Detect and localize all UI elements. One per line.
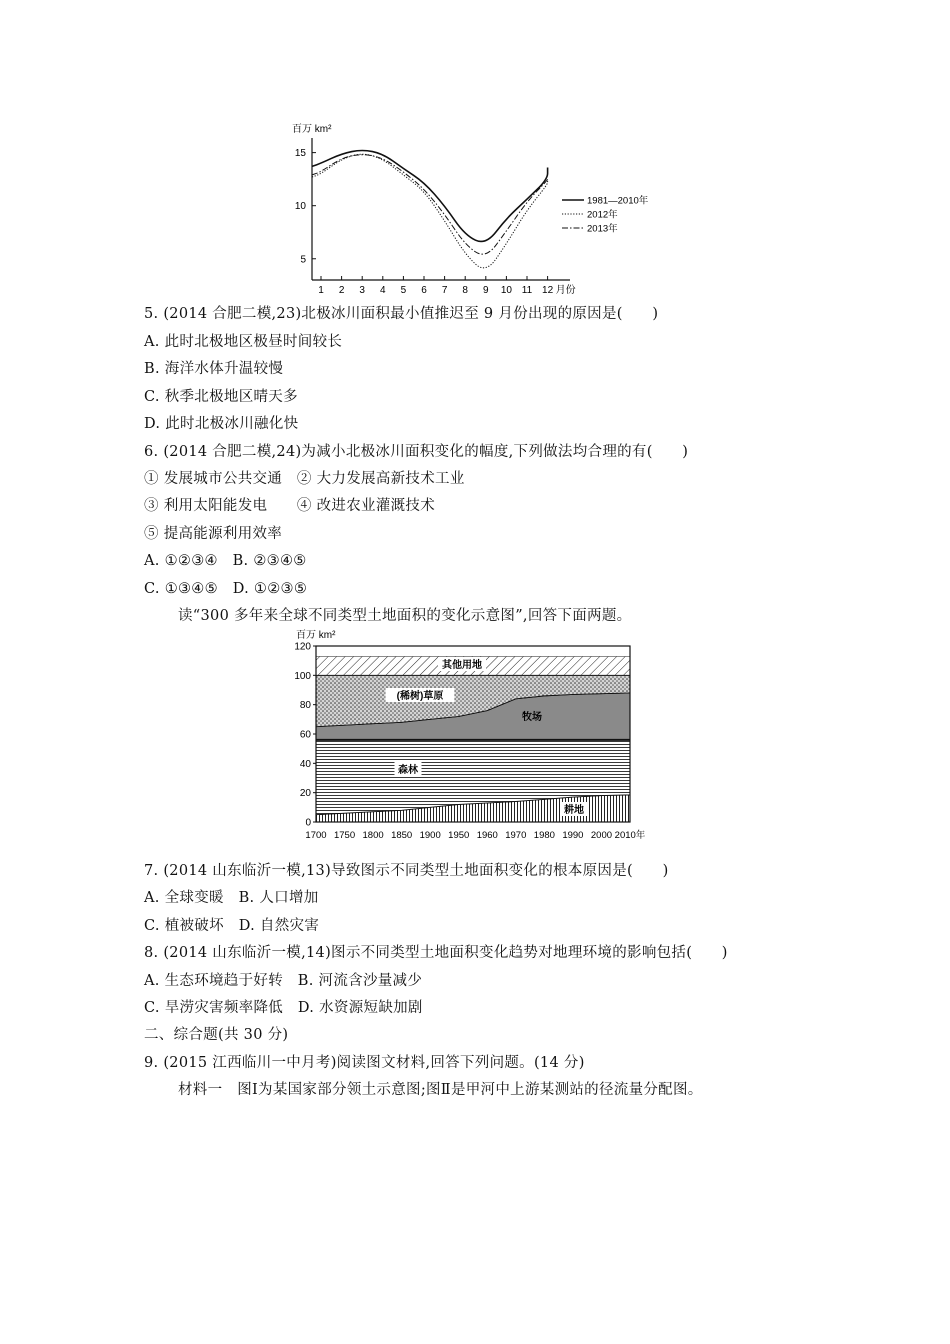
question-5: 5. (2014 合肥二模,23)北极冰川面积最小值推迟至 9 月份出现的原因是( ) [144,306,659,322]
x-tick-label: 1950 [448,830,470,841]
x-tick-label: 1980 [533,830,555,841]
x-tick-label: 1850 [391,830,413,841]
series-line-solid [312,150,548,241]
x-tick-label: 10 [500,285,512,296]
x-tick-label: 12 [542,285,554,296]
x-tick-label: 6 [421,285,427,296]
material-1: 材料一 图Ⅰ为某国家部分领土示意图;图Ⅱ是甲河中上游某测站的径流量分配图。 [178,1082,703,1098]
region-label: 牧场 [522,712,542,723]
x-tick-label: 1 [318,285,324,296]
q8-options-ab: A. 生态环境趋于好转 B. 河流含沙量减少 [144,973,423,989]
q5-option-d: D. 此时北极冰川融化快 [144,416,299,432]
x-tick-label: 2010年 [614,830,646,841]
q8-options-cd: C. 旱涝灾害频率降低 D. 水资源短缺加剧 [144,1000,423,1016]
x-tick-label: 1700 [305,830,327,841]
intro-land-use: 读“300 多年来全球不同类型土地面积的变化示意图”,回答下面两题。 [178,608,632,624]
x-tick-label: 1990 [562,830,584,841]
y-tick-label: 15 [294,148,306,160]
region-label: 其他用地 [442,660,482,671]
y-tick-label: 20 [299,788,311,800]
q6-options-cd: C. ①③④⑤ D. ①②③⑤ [144,581,308,597]
x-tick-label: 1750 [333,830,356,841]
x-tick-label: 2000 [590,830,613,841]
y-tick-label: 100 [294,670,311,682]
q5-option-c: C. 秋季北极地区晴天多 [144,389,298,405]
legend-label: 2013年 [587,223,618,235]
x-tick-label: 1960 [476,830,498,841]
y-tick-label: 0 [305,817,311,829]
x-tick-label: 1970 [505,830,527,841]
y-tick-label: 5 [300,254,306,266]
q7-options-cd: C. 植被破坏 D. 自然灾害 [144,918,320,934]
y-axis-label: 百万 km² [292,124,332,135]
legend-label: 2012年 [587,209,618,221]
q6-options-ab: A. ①②③④ B. ②③④⑤ [144,553,307,569]
q6-items-1-2: ① 发展城市公共交通 ② 大力发展高新技术工业 [144,471,465,487]
y-tick-label: 10 [294,201,306,213]
question-8: 8. (2014 山东临沂一模,14)图示不同类型土地面积变化趋势对地理环境的影响包括( ) [144,945,728,961]
x-tick-label: 7 [441,285,448,296]
y-tick-label: 80 [299,700,311,712]
x-tick-label: 8 [462,285,468,296]
y-axis-label: 百万 km² [296,630,336,641]
q7-options-ab: A. 全球变暖 B. 人口增加 [144,890,319,906]
region-label: (稀树)草原 [396,691,444,702]
question-7: 7. (2014 山东临沂一模,13)导致图示不同类型土地面积变化的根本原因是( ) [144,863,669,879]
region-label: 森林 [398,765,418,776]
x-tick-label: 1900 [419,830,441,841]
series-line-dashdot [312,155,548,254]
x-tick-label: 2 [338,285,345,296]
q5-option-b: B. 海洋水体升温较慢 [144,361,284,377]
series-line-dotted [312,154,548,268]
x-tick-label: 5 [400,285,407,296]
section-2-heading: 二、综合题(共 30 分) [144,1027,289,1043]
arctic-ice-line-chart [280,118,660,296]
x-axis-unit: 月份 [555,285,576,296]
q6-items-3-4: ③ 利用太阳能发电 ④ 改进农业灌溉技术 [144,498,436,514]
legend-label: 1981—2010年 [587,195,649,207]
y-tick-label: 120 [294,641,311,653]
x-tick-label: 9 [483,285,489,296]
top-blank-band [316,646,630,656]
x-tick-label: 1800 [362,830,384,841]
y-tick-label: 60 [299,729,311,741]
y-tick-label: 40 [299,758,311,770]
x-tick-label: 11 [521,285,533,296]
x-tick-label: 3 [359,285,365,296]
q5-option-a: A. 此时北极地区极昼时间较长 [144,334,343,350]
question-6: 6. (2014 合肥二模,24)为减小北极冰川面积变化的幅度,下列做法均合理的有( ) [144,444,689,460]
land-use-area-chart [282,626,662,844]
q6-item-5: ⑤ 提高能源利用效率 [144,526,283,542]
region-label: 耕地 [564,805,584,816]
question-9: 9. (2015 江西临川一中月考)阅读图文材料,回答下列问题。(14 分) [144,1055,585,1071]
x-tick-label: 4 [380,285,386,296]
